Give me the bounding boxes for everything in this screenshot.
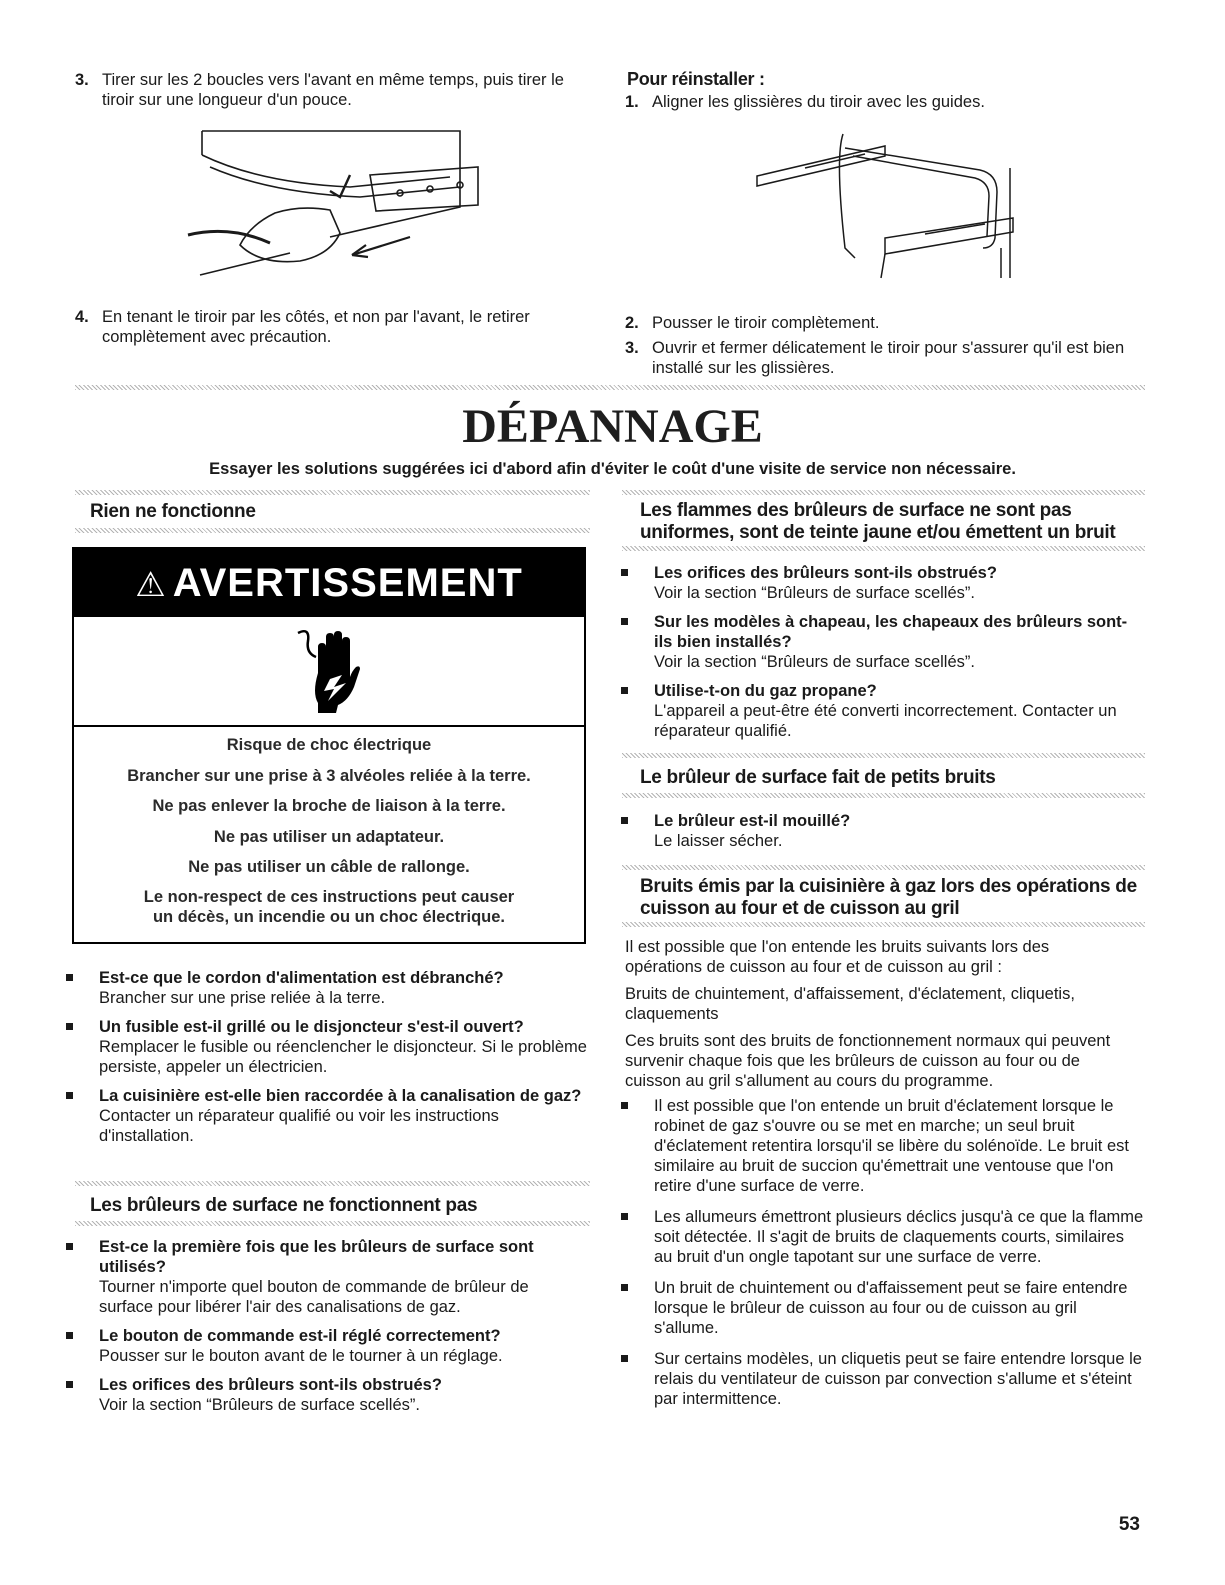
section-divider <box>75 1181 590 1186</box>
step-3-pull-loops <box>75 70 575 110</box>
bullet-text: Un bruit de chuintement ou d'affaissement peut se faire entendre lorsque le brûleur de cuisson au four ou de cuisson au gril s'allume. <box>654 1279 1128 1337</box>
reinstall-step-1 <box>625 92 1145 112</box>
question: Les orifices des brûleurs sont-ils obstrués? <box>654 564 997 582</box>
answer: Contacter un réparateur qualifié ou voir les instructions d'installation. <box>99 1107 499 1145</box>
section-divider <box>622 546 1145 551</box>
warning-line: Ne pas enlever la broche de liaison à la terre. <box>152 797 506 815</box>
checklist-bruleurs-de-surface <box>62 1237 587 1424</box>
question: Le brûleur est-il mouillé? <box>654 812 851 830</box>
bullet-square-icon <box>66 1381 73 1388</box>
drawer-removal-illustration <box>180 125 490 285</box>
question: Un fusible est-il grillé ou le disjoncteur s'est-il ouvert? <box>99 1018 524 1036</box>
warning-line: Ne pas utiliser un adaptateur. <box>213 828 445 846</box>
list-item <box>617 1207 1145 1267</box>
question: Est-ce la première fois que les brûleurs de surface sont utilisés? <box>99 1238 534 1276</box>
section-divider <box>622 753 1145 758</box>
noise-list <box>617 1096 1145 1418</box>
section-heading-rien-ne-fonctionne: Rien ne fonctionne <box>90 501 256 522</box>
section-divider <box>75 528 590 533</box>
answer: Voir la section “Brûleurs de surface scellés”. <box>654 653 975 671</box>
bullet-square-icon <box>66 974 73 981</box>
step-number: 3. <box>75 71 89 89</box>
answer: Le laisser sécher. <box>654 832 783 850</box>
bullet-square-icon <box>621 1355 628 1362</box>
list-item <box>617 681 1145 741</box>
question: Utilise-t-on du gaz propane? <box>654 682 877 700</box>
paragraph: Ces bruits sont des bruits de fonctionnement normaux qui peuvent survenir chaque fois que les brûleurs de cuisson au four ou de cuisson au gril s'allument au cours du programme. <box>625 1032 1111 1090</box>
bullet-square-icon <box>66 1092 73 1099</box>
reinstall-step-2 <box>625 313 1145 333</box>
warning-box <box>72 547 586 944</box>
bullet-text: Sur certains modèles, un cliquetis peut se faire entendre lorsque le relais du ventilateur de cuisson par convection s'allume et s'éteint par intermittence. <box>654 1350 1142 1408</box>
warning-line: Brancher sur une prise à 3 alvéoles reliée à la terre. <box>127 767 531 785</box>
answer: Voir la section “Brûleurs de surface scellés”. <box>99 1396 420 1414</box>
page-subtitle: Essayer les solutions suggérées ici d'abord afin d'éviter le coût d'une visite de service non nécessaire. <box>209 460 1016 478</box>
list-item <box>617 1278 1145 1338</box>
bullet-square-icon <box>621 1213 628 1220</box>
section-divider <box>75 490 590 495</box>
step-text: Pousser le tiroir complètement. <box>652 314 880 332</box>
question: Sur les modèles à chapeau, les chapeaux des brûleurs sont-ils bien installés? <box>654 613 1128 651</box>
warning-header <box>74 549 584 617</box>
question: Les orifices des brûleurs sont-ils obstrués? <box>99 1376 442 1394</box>
step-number: 1. <box>625 93 639 111</box>
step-text: Aligner les glissières du tiroir avec les guides. <box>652 93 985 111</box>
answer: Tourner n'importe quel bouton de commande de brûleur de surface pour libérer l'air des canalisations de gaz. <box>99 1278 529 1316</box>
warning-line: Le non-respect de ces instructions peut causer <box>143 888 515 906</box>
bullet-square-icon <box>621 1284 628 1291</box>
bullet-text: Les allumeurs émettront plusieurs déclics jusqu'à ce que la flamme soit détectée. Il s'agit de bruits de claquements courts, similaires au bruit d'un ongle tapotant sur une surface de verre. <box>654 1208 1144 1266</box>
list-item <box>62 1086 587 1146</box>
list-item <box>62 968 587 1008</box>
list-item <box>62 1237 587 1317</box>
drawer-slides-illustration <box>745 128 1020 288</box>
answer: Brancher sur une prise reliée à la terre. <box>99 989 386 1007</box>
bullet-square-icon <box>621 687 628 694</box>
bullet-square-icon <box>621 569 628 576</box>
checklist-rien-ne-fonctionne <box>62 968 587 1155</box>
list-item <box>617 563 1145 603</box>
section-heading-bruleurs-ne-fonctionnent-pas: Les brûleurs de surface ne fonctionnent pas <box>90 1195 478 1216</box>
warning-risk-label: Risque de choc électrique <box>226 736 432 754</box>
checklist-flammes <box>617 563 1145 750</box>
list-item <box>62 1326 587 1366</box>
answer: Pousser sur le bouton avant de le tourner à un réglage. <box>99 1347 503 1365</box>
warning-divider <box>74 725 584 727</box>
step-4-remove-drawer <box>75 307 575 347</box>
step-text: Ouvrir et fermer délicatement le tiroir pour s'assurer qu'il est bien installé sur les glissières. <box>652 339 1125 377</box>
warning-line: un décès, un incendie ou un choc électrique. <box>152 908 506 926</box>
section-heading-bruits-cuisson: Bruits émis par la cuisinière à gaz lors des opérations de cuisson au four et de cuisson au gril <box>640 876 1137 919</box>
bullet-square-icon <box>621 618 628 625</box>
step-number: 2. <box>625 314 639 332</box>
question: Le bouton de commande est-il réglé correctement? <box>99 1327 501 1345</box>
bullet-square-icon <box>621 1102 628 1109</box>
section-divider <box>75 1221 590 1226</box>
list-item <box>617 612 1145 672</box>
section-divider <box>622 793 1145 798</box>
bullet-text: Il est possible que l'on entende un bruit d'éclatement lorsque le robinet de gaz s'ouvre ou se met en marche; un seul bruit d'éclatement retentira lorsqu'il se libère du solénoïde. Le bruit est similaire au bruit de succion qu'émettrait une ventouse que l'on retire d'une surface de verre. <box>654 1097 1129 1195</box>
section-heading-petits-bruits: Le brûleur de surface fait de petits bruits <box>640 767 996 788</box>
section-divider <box>75 385 1145 390</box>
list-item <box>62 1375 587 1415</box>
list-item <box>617 1349 1145 1409</box>
electric-shock-hand-icon <box>296 627 362 713</box>
section-divider <box>622 865 1145 870</box>
paragraph: Bruits de chuintement, d'affaissement, d'éclatement, cliquetis, claquements <box>625 985 1075 1023</box>
bullet-square-icon <box>66 1332 73 1339</box>
section-divider <box>622 922 1145 927</box>
bullet-square-icon <box>621 817 628 824</box>
step-text: En tenant le tiroir par les côtés, et non par l'avant, le retirer complètement avec précaution. <box>102 308 530 346</box>
step-text: Tirer sur les 2 boucles vers l'avant en même temps, puis tirer le tiroir sur une longueur d'un pouce. <box>102 71 564 109</box>
section-heading-flammes: Les flammes des brûleurs de surface ne sont pas uniformes, sont de teinte jaune et/ou émettent un bruit <box>640 500 1116 543</box>
warning-line: Ne pas utiliser un câble de rallonge. <box>188 858 470 876</box>
page-number: 53 <box>1118 1514 1140 1535</box>
paragraph: Il est possible que l'on entende les bruits suivants lors des opérations de cuisson au four et de cuisson au gril : <box>625 938 1050 976</box>
warning-triangle-icon: ⚠ <box>135 566 167 604</box>
answer: Remplacer le fusible ou réenclencher le disjoncteur. Si le problème persiste, appeler un électricien. <box>99 1038 587 1076</box>
list-item <box>617 1096 1145 1196</box>
bullet-square-icon <box>66 1023 73 1030</box>
reinstall-heading: Pour réinstaller : <box>627 69 765 89</box>
reinstall-step-3 <box>625 338 1145 378</box>
question: Est-ce que le cordon d'alimentation est débranché? <box>99 969 504 987</box>
list-item <box>62 1017 587 1077</box>
checklist-petits-bruits <box>617 811 1145 860</box>
page-title: DÉPANNAGE <box>462 400 763 453</box>
question: La cuisinière est-elle bien raccordée à la canalisation de gaz? <box>99 1087 582 1105</box>
section-divider <box>622 490 1145 495</box>
bullet-square-icon <box>66 1243 73 1250</box>
answer: L'appareil a peut-être été converti incorrectement. Contacter un réparateur qualifié. <box>654 702 1117 740</box>
list-item <box>617 811 1145 851</box>
warning-title-text: AVERTISSEMENT <box>172 561 523 605</box>
step-number: 3. <box>625 339 639 357</box>
answer: Voir la section “Brûleurs de surface scellés”. <box>654 584 975 602</box>
warning-title <box>74 561 584 607</box>
step-number: 4. <box>75 308 89 326</box>
